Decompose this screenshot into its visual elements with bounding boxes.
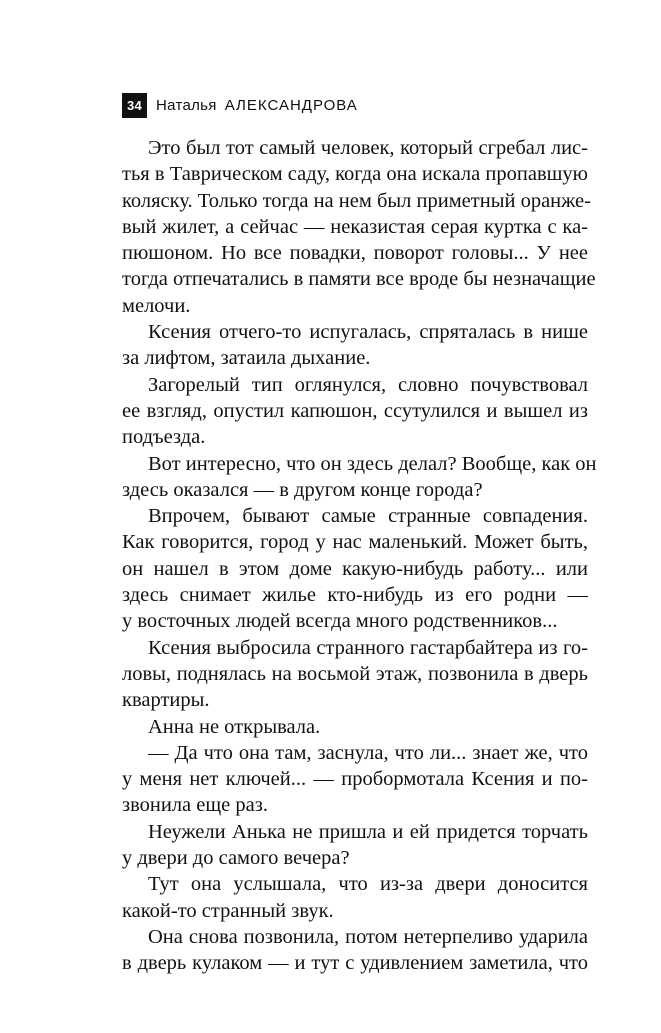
author-last-name: АЛЕКСАНДРОВА: [224, 96, 358, 114]
paragraph: [122, 451, 597, 504]
text-line: Загорелый тип оглянулся, словно почувствовал: [148, 373, 588, 396]
paragraph: [122, 871, 588, 924]
text-line: у меня нет ключей... — пробормотала Ксения и по-: [122, 768, 588, 791]
text-line: — Да что она там, заснула, что ли... знает же, что: [148, 741, 588, 764]
text-line: здесь снимает жилье кто-нибудь из его родни —: [122, 584, 588, 607]
paragraph: [122, 635, 588, 714]
body-text: [122, 135, 597, 977]
paragraph: [122, 372, 588, 451]
text-line: он нашел в этом доме какую-нибудь работу... или: [122, 557, 588, 580]
text-line: Вот интересно, что он здесь делал? Вообще, как он: [148, 452, 597, 475]
text-line: Это был тот самый человек, который сгребал лис-: [148, 137, 588, 159]
text-line: Впрочем, бывают самые странные совпадения.: [148, 505, 588, 528]
text-line: квартиры.: [122, 689, 210, 712]
text-line: тогда отпечатались в памяти все вроде бы незначащие: [122, 268, 596, 291]
text-line: подъезда.: [122, 426, 206, 449]
paragraph: [122, 740, 588, 819]
text-line: за лифтом, затаила дыхание.: [122, 347, 371, 370]
text-line: Ксения выбросила странного гастарбайтера из го-: [148, 636, 588, 659]
text-line: звонила еще раз.: [122, 794, 268, 817]
text-line: вый жилет, а сейчас — неказистая серая куртка с ка-: [122, 215, 588, 238]
text-line: Неужели Анька не пришла и ей придется торчать: [148, 820, 588, 843]
text-line: пюшоном. Но все повадки, поворот головы... У нее: [122, 242, 588, 265]
text-line: тья в Таврическом саду, когда она искала пропавшую: [122, 163, 588, 186]
text-line: ее взгляд, опустил капюшон, ссутулился и вышел из: [122, 399, 588, 422]
paragraph: [122, 714, 588, 740]
text-line: здесь оказался — в другом конце города?: [122, 478, 483, 501]
text-line: в дверь кулаком — и тут с удивлением заметила, что: [122, 952, 588, 975]
text-line: Ксения отчего-то испугалась, спряталась в нише: [148, 321, 588, 344]
paragraph: [122, 503, 588, 634]
page-number: 34: [122, 93, 147, 118]
text-line: у восточных людей всегда много родственников...: [122, 610, 558, 633]
text-line: Анна не открывала.: [148, 715, 321, 738]
text-line: мелочи.: [122, 294, 191, 317]
text-line: Она снова позвонила, потом нетерпеливо ударила: [148, 925, 588, 948]
running-head: [122, 92, 358, 118]
text-line: Как говорится, город у нас маленький. Может быть,: [122, 531, 588, 554]
text-line: какой-то странный звук.: [122, 899, 334, 922]
author-first-name: Наталья: [156, 96, 217, 114]
paragraph: [122, 819, 588, 872]
text-line: у двери до самого вечера?: [122, 847, 350, 870]
paragraph: [122, 924, 588, 977]
paragraph: [122, 319, 588, 372]
text-line: коляску. Только тогда на нем был приметный оранже-: [122, 189, 591, 212]
text-line: Тут она услышала, что из-за двери доносится: [148, 873, 588, 896]
paragraph: [122, 135, 596, 319]
text-line: ловы, поднялась на восьмой этаж, позвонила в дверь: [122, 662, 588, 685]
